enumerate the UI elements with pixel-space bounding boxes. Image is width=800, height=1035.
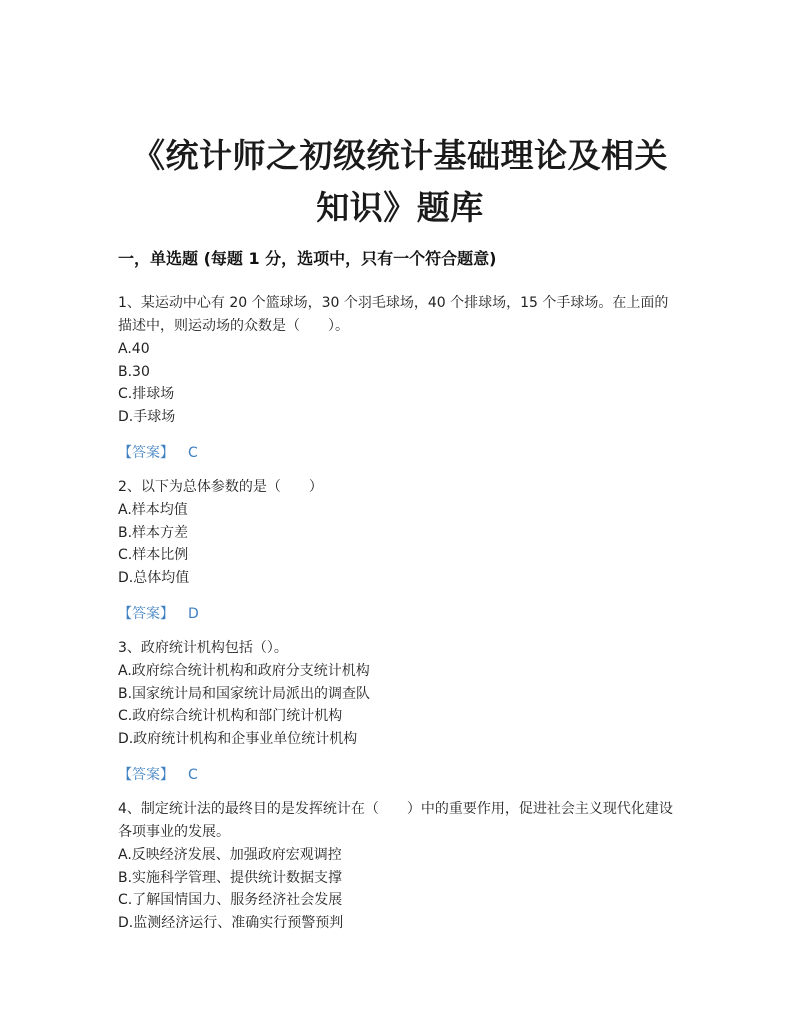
option-d: D.手球场 xyxy=(118,408,176,425)
document-title xyxy=(118,130,682,234)
option-b: B.实施科学管理、提供统计数据支撑 xyxy=(118,869,343,886)
answer-line xyxy=(118,764,680,786)
option-d: D.政府统计机构和企事业单位统计机构 xyxy=(118,730,358,747)
option-list xyxy=(118,499,680,589)
option-c: C.样本比例 xyxy=(118,547,189,563)
answer-value: C xyxy=(188,445,198,461)
option-d: D.监测经济运行、准确实行预警预判 xyxy=(118,914,344,931)
question-2 xyxy=(118,476,680,625)
question-3 xyxy=(118,637,680,786)
answer-label: 【答案】 xyxy=(118,445,174,461)
question-4 xyxy=(118,798,680,934)
option-list xyxy=(118,660,680,750)
section-heading: 一，单选题 (每题 1 分，选项中，只有一个符合题意) xyxy=(118,249,497,268)
answer-line xyxy=(118,442,680,464)
option-a: A.反映经济发展、加强政府宏观调控 xyxy=(118,847,342,863)
answer-line xyxy=(118,603,680,625)
title-line-1: 《统计师之初级统计基础理论及相关 xyxy=(132,136,668,176)
option-a: A.政府综合统计机构和政府分支统计机构 xyxy=(118,663,370,679)
question-list xyxy=(118,292,680,934)
answer-value: C xyxy=(188,767,198,783)
option-a: A.40 xyxy=(118,341,150,357)
option-list xyxy=(118,338,680,428)
title-line-2: 知识》题库 xyxy=(316,188,484,228)
option-d: D.总体均值 xyxy=(118,569,190,586)
option-c: C.排球场 xyxy=(118,386,175,402)
question-text: 4、制定统计法的最终目的是发挥统计在（ ）中的重要作用，促进社会主义现代化建设各项事业的发展。 xyxy=(118,801,673,840)
answer-label: 【答案】 xyxy=(118,606,174,622)
question-1 xyxy=(118,292,680,464)
answer-label: 【答案】 xyxy=(118,767,174,783)
option-c: C.政府综合统计机构和部门统计机构 xyxy=(118,708,343,724)
option-b: B.30 xyxy=(118,363,150,380)
question-text: 3、政府统计机构包括（）。 xyxy=(118,640,288,656)
question-text: 2、以下为总体参数的是（ ） xyxy=(118,479,323,495)
answer-value: D xyxy=(188,606,199,622)
option-list xyxy=(118,844,680,934)
option-c: C.了解国情国力、服务经济社会发展 xyxy=(118,892,343,908)
option-a: A.样本均值 xyxy=(118,502,188,518)
option-b: B.国家统计局和国家统计局派出的调查队 xyxy=(118,685,371,702)
option-b: B.样本方差 xyxy=(118,524,189,541)
question-text: 1、某运动中心有 20 个篮球场，30 个羽毛球场，40 个排球场，15 个手球场。在上面的描述中，则运动场的众数是（ ）。 xyxy=(118,295,669,334)
